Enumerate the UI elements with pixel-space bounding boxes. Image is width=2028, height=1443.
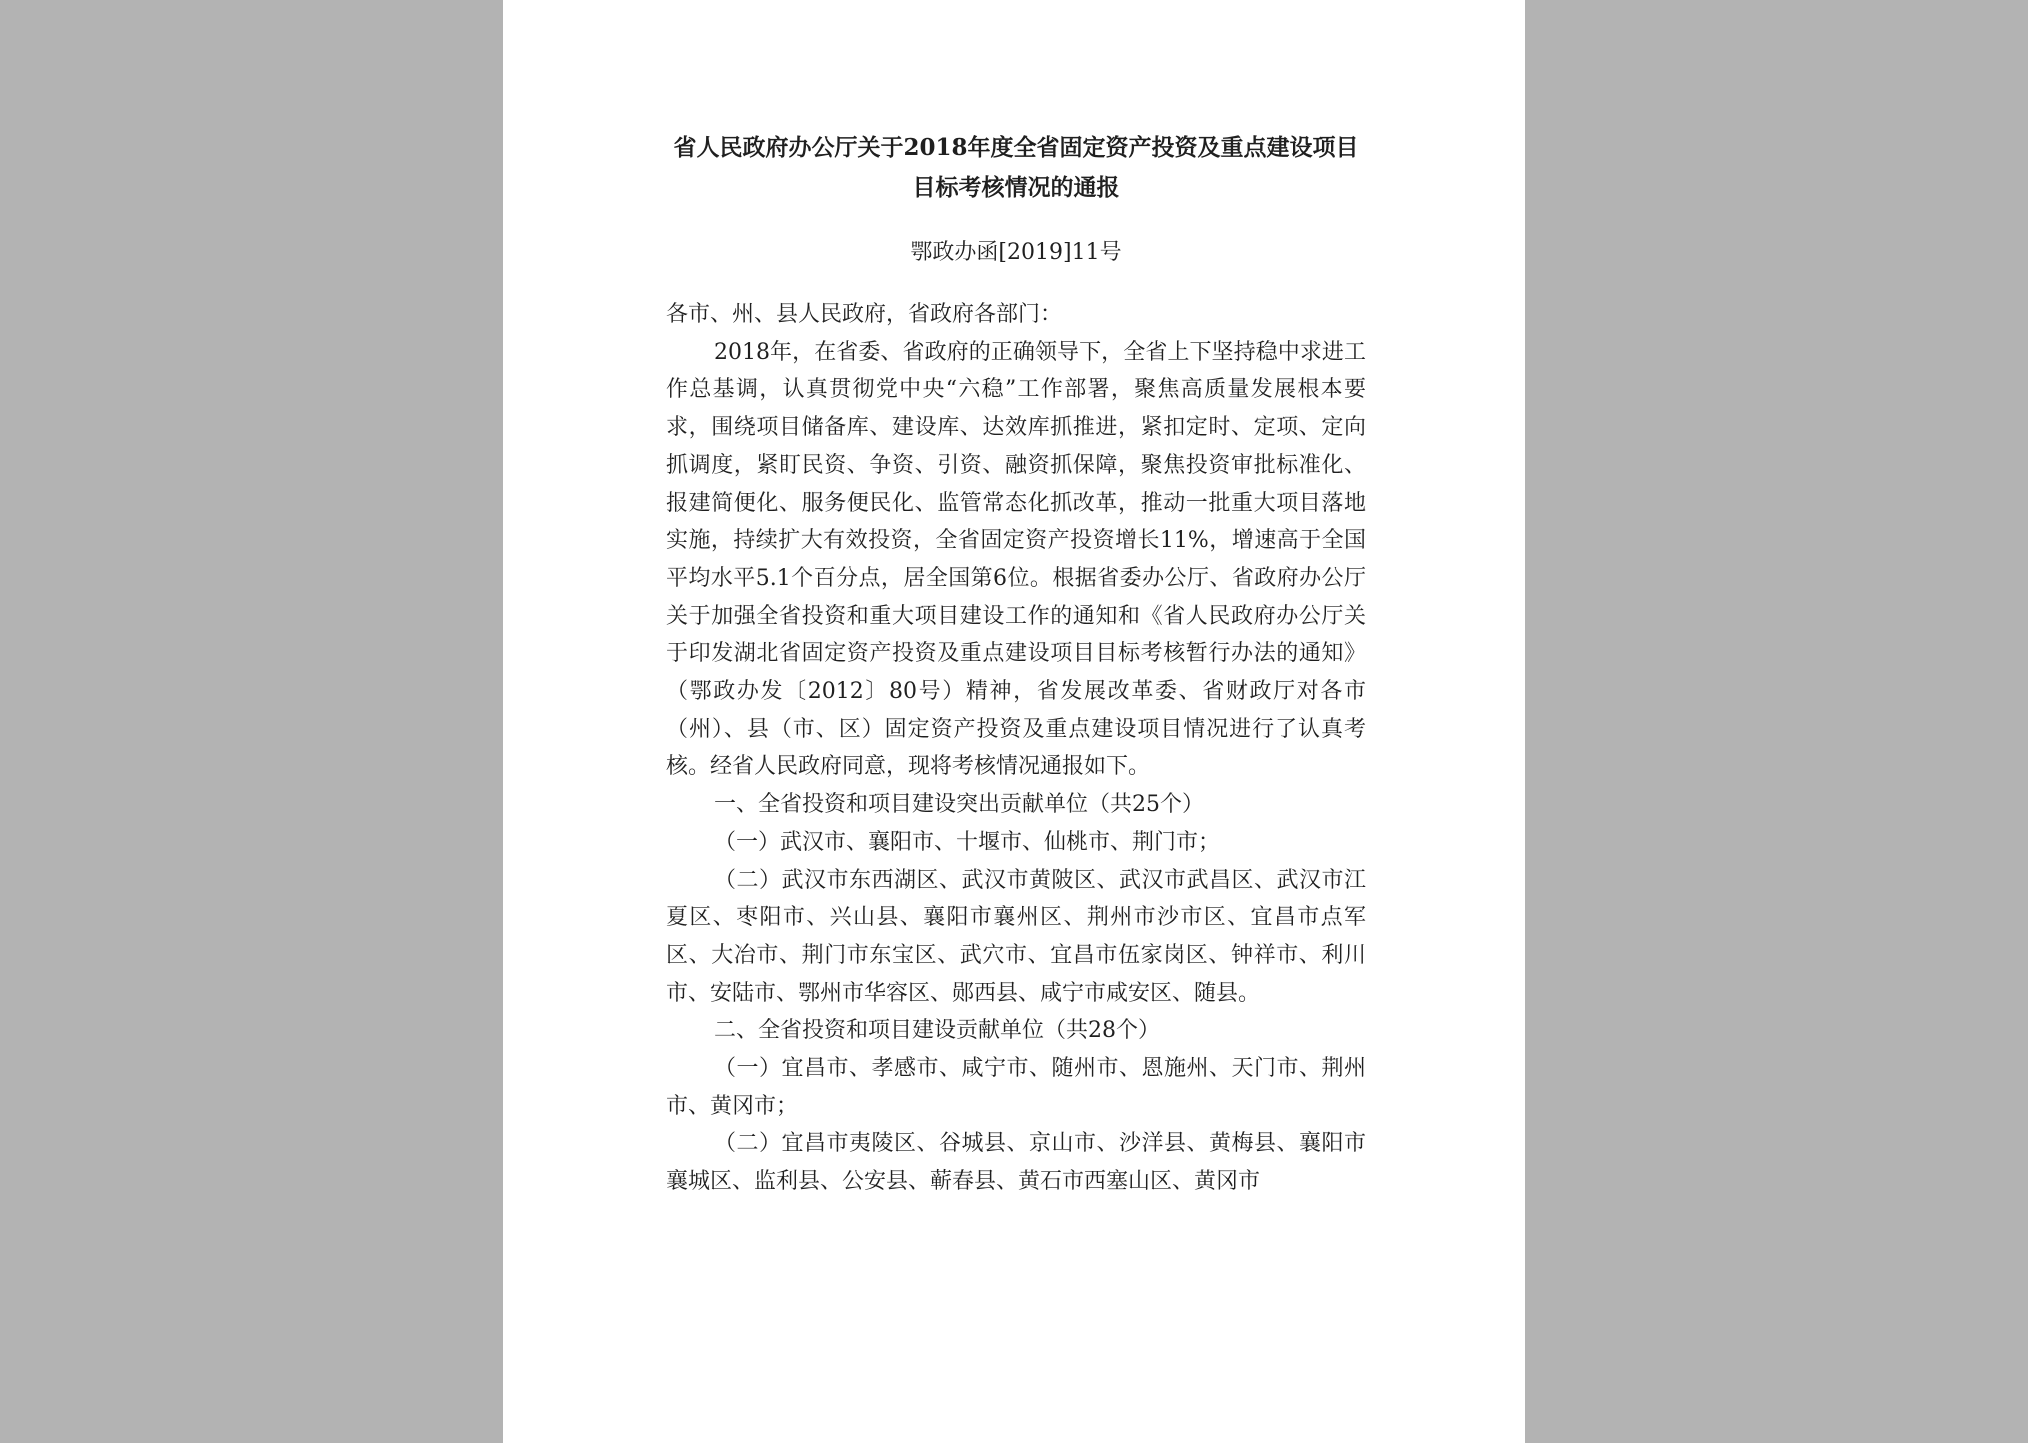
list-item: （一）武汉市、襄阳市、十堰市、仙桃市、荆门市；	[714, 829, 1221, 855]
body-paragraph: 2018年，在省委、省政府的正确领导下，全省上下坚持稳中求进工作总基调，认真贯彻党中央“六稳”工作部署，聚焦高质量发展根本要求，围绕项目储备库、建设库、达效库抓推进，紧扣定时、定项、定向抓调度，紧盯民资、争资、引资、融资抓保障，聚焦投资审批标准化、报建简便化、服务便民化、监管常态化抓改革，推动一批重大项目落地实施，持续扩大有效投资，全省固定资产投资增长11%，增速高于全国平均水平5.1个百分点，居全国第6位。根据省委办公厅、省政府办公厅关于加强全省投资和重大项目建设工作的通知和《省人民政府办公厅关于印发湖北省固定资产投资及重点建设项目目标考核暂行办法的通知》（鄂政办发〔2012〕80号）精神，省发展改革委、省财政厅对各市（州）、县（市、区）固定资产投资及重点建设项目情况进行了认真考核。经省人民政府同意，现将考核情况通报如下。	[666, 339, 1366, 780]
page-content	[666, 128, 1366, 1201]
section-heading-2: 二、全省投资和项目建设贡献单位（共28个）	[714, 1018, 1160, 1044]
document-page	[503, 0, 1525, 1443]
list-item: （一）宜昌市、孝感市、咸宁市、随州市、恩施州、天门市、荆州市、黄冈市；	[666, 1056, 1366, 1119]
list-item: （二）武汉市东西湖区、武汉市黄陂区、武汉市武昌区、武汉市江夏区、枣阳市、兴山县、襄阳市襄州区、荆州市沙市区、宜昌市点军区、大冶市、荆门市东宝区、武穴市、宜昌市伍家岗区、钟祥市、利川市、安陆市、鄂州市华容区、郧西县、咸宁市咸安区、随县。	[666, 867, 1366, 1006]
section-heading-1: 一、全省投资和项目建设突出贡献单位（共25个）	[714, 792, 1204, 818]
document-number: 鄂政办函[2019]11号	[910, 240, 1122, 265]
list-item: （二）宜昌市夷陵区、谷城县、京山市、沙洋县、黄梅县、襄阳市襄城区、监利县、公安县、蕲春县、黄石市西塞山区、黄冈市	[666, 1131, 1366, 1195]
salutation: 各市、州、县人民政府，省政府各部门：	[666, 302, 1063, 327]
document-title: 省人民政府办公厅关于2018年度全省固定资产投资及重点建设项目目标考核情况的通报	[673, 134, 1359, 201]
